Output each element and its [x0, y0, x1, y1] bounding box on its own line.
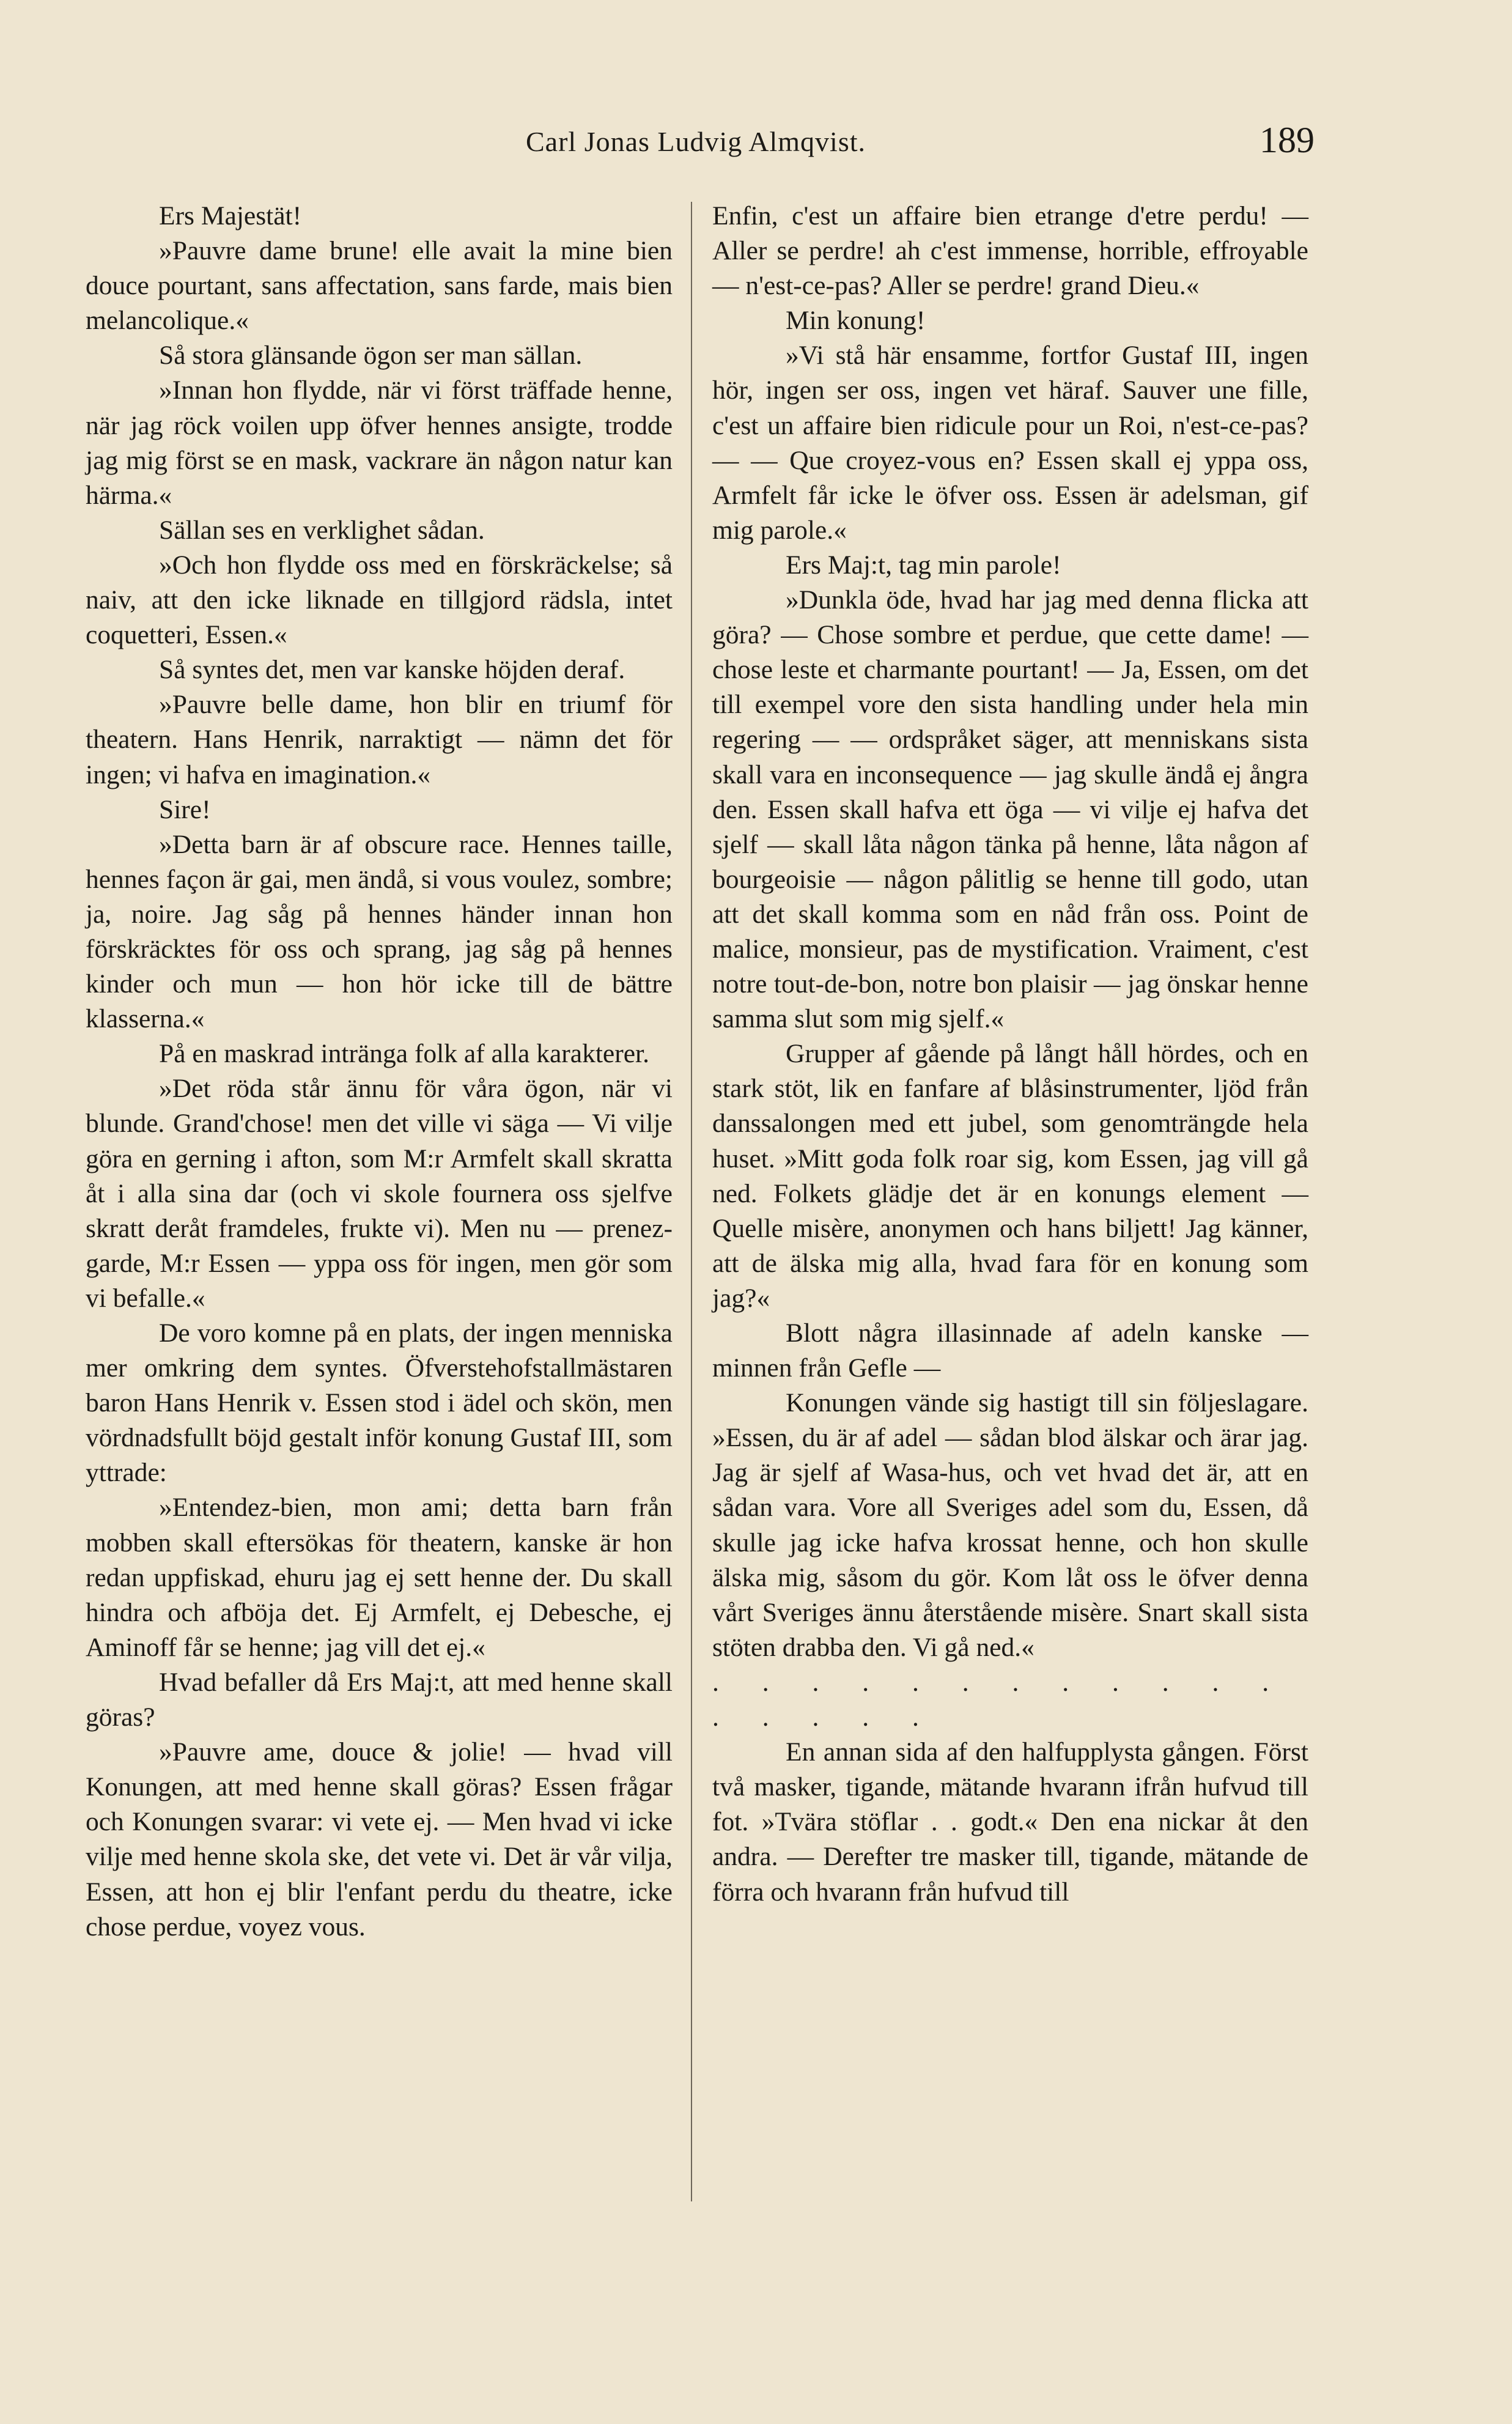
paragraph: Hvad befaller då Ers Maj:t, att med henne skall göras? [86, 1667, 673, 1732]
column-divider [691, 202, 692, 2201]
paragraph: »Och hon flydde oss med en förskräckelse; så naiv, att den icke liknade en tillgjord rädsla, intet coquetteri, Essen.« [86, 550, 673, 650]
paragraph: »Entendez-bien, mon ami; detta barn från mobben skall eftersökas för theatern, kanske är hon redan uppfiskad, ehuru jag ej sett henne der. Du skall hindra och afböja det. Ej Armfelt, ej Debesche, ej Aminoff får se henne; jag vill det ej.« [86, 1493, 673, 1662]
paragraph: Blott några illasinnade af adeln kanske — minnen från Gefle — [712, 1318, 1308, 1383]
page-number: 189 [1259, 120, 1315, 160]
paragraph: Sällan ses en verklighet sådan. [159, 515, 485, 545]
paragraph: De voro komne på en plats, der ingen menniska mer omkring dem syntes. Öfverstehofstallmästaren baron Hans Henrik v. Essen stod i ädel och skön, men vördnadsfullt böjd gestalt inför konung Gustaf III, som yttrade: [86, 1318, 673, 1488]
left-column [86, 199, 673, 1945]
paragraph: . . . . . . . . . . . . . . . . . [712, 1667, 1288, 1732]
paragraph: »Pauvre belle dame, hon blir en triumf för theatern. Hans Henrik, narraktigt — nämn det för ingen; vi hafva en imagination.« [86, 690, 673, 789]
paragraph: »Innan hon flydde, när vi först träffade henne, när jag röck voilen upp öfver hennes ansigte, trodde jag mig först se en mask, vackrare än någon natur kan härma.« [86, 375, 673, 510]
paragraph: Grupper af gående på långt håll hördes, och en stark stöt, lik en fanfare af blåsinstrumenter, ljöd från danssalongen med ett jubel, som genomträngde hela huset. »Mitt goda folk roar sig, kom Essen, jag vill gå ned. Folkets glädje det är en konungs element — Quelle misère, anonymen och hans biljett! Jag känner, att de älska mig alla, hvad fara för en konung som jag?« [712, 1039, 1308, 1313]
paragraph: »Pauvre dame brune! elle avait la mine bien douce pourtant, sans affectation, sans farde, mais bien melancolique.« [86, 236, 673, 336]
page-header [79, 119, 1315, 174]
right-column [712, 199, 1308, 1910]
paragraph: »Pauvre ame, douce & jolie! — hvad vill Konungen, att med henne skall göras? Essen frågar och Konungen svarar: vi vete ej. — Men hvad vi icke vilje med henne skola ske, det vete vi. Det är vår vilja, Essen, att hon ej blir l'enfant perdu du theatre, icke chose perdue, voyez vous. [86, 1737, 673, 1942]
paragraph: »Det röda står ännu för våra ögon, när vi blunde. Grand'chose! men det ville vi säga — Vi vilje göra en gerning i afton, som M:r Armfelt skall skratta åt i alla sina dar (och vi skole fournera oss sjelfve skratt deråt framdeles, frukte vi). Men nu — prenez-garde, M:r Essen — yppa oss för ingen, men gör som vi befalle.« [86, 1074, 673, 1313]
paragraph: »Detta barn är af obscure race. Hennes taille, hennes façon är gai, men ändå, si vous voulez, sombre; ja, noire. Jag såg på hennes händer innan hon förskräcktes för oss och sprang, jag såg på hennes kinder och mun — hon hör icke till de bättre klasserna.« [86, 829, 673, 1034]
paragraph: »Dunkla öde, hvad har jag med denna flicka att göra? — Chose sombre et perdue, que cette dame! — chose leste et charmante pourtant! — Ja, Essen, om det till exempel vore den sista handling under hela min regering — — ordspråket säger, att menniskans sista skall vara en inconsequence — jag skulle ändå ej ångra den. Essen skall hafva ett öga — vi vilje ej hafva det sjelf — skall låta någon tänka på henne, låta någon af bourgeoisie — någon pålitlig se henne till godo, utan att det skall komma som en nåd från oss. Point de malice, monsieur, pas de mystification. Vraiment, c'est notre tout-de-bon, notre bon plaisir — jag önskar henne samma slut som mig sjelf.« [712, 585, 1308, 1034]
paragraph: Sire! [159, 794, 211, 824]
paragraph: Ers Majestät! [159, 201, 302, 231]
paragraph: »Vi stå här ensamme, fortfor Gustaf III, ingen hör, ingen ser oss, ingen vet häraf. Sauver une fille, c'est un affaire bien ridicule pour un Roi, n'est-ce-pas? — — Que croyez-vous en? Essen skall ej yppa oss, Armfelt får icke le öfver oss. Essen är adelsman, gif mig parole.« [712, 341, 1308, 545]
paragraph: Ers Maj:t, tag min parole! [786, 550, 1061, 580]
paragraph: Så stora glänsande ögon ser man sällan. [159, 341, 583, 371]
paragraph: Enfin, c'est un affaire bien etrange d'etre perdu! — Aller se perdre! ah c'est immense, horrible, effroyable — n'est-ce-pas? Aller se perdre! grand Dieu.« [712, 201, 1308, 301]
running-head: Carl Jonas Ludvig Almqvist. [526, 126, 866, 157]
paragraph: På en maskrad inträngа folk af alla karakterer. [159, 1039, 649, 1069]
paragraph: En annan sida af den halfupplysta gången. Först två masker, tigande, mätande hvarann ifrån hufvud till fot. »Tvära stöflar . . godt.« Den ena nickar åt den andra. — Derefter tre masker till, tigande, mätande de förra och hvarann från hufvud till [712, 1737, 1308, 1907]
paragraph: Min konung! [786, 306, 926, 336]
paragraph: Så syntes det, men var kanske höjden deraf. [159, 655, 625, 685]
paragraph: Konungen vände sig hastigt till sin följeslagare. »Essen, du är af adel — sådan blod älskar och ärar jag. Jag är sjelf af Wasa-hus, och vet hvad det är, att en sådan vara. Vore all Sveriges adel som du, Essen, då skulle jag icke hafva krossat henne, och hon skulle älska mig, såsom du gör. Kom låt oss le öfver denna vårt Sveriges ännu återstående misère. Snart skall sista stöten drabba den. Vi gå ned.« [712, 1388, 1308, 1662]
